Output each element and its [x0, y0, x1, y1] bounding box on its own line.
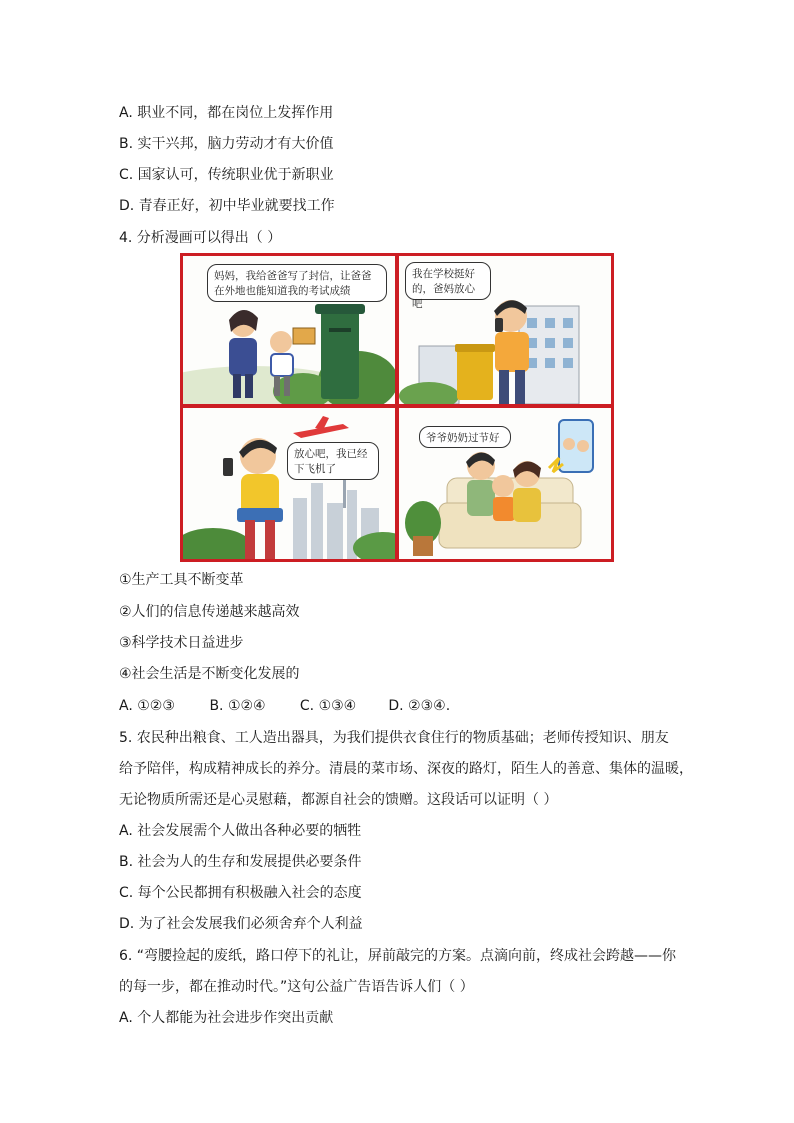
q4-choices	[119, 696, 450, 716]
q3-option-c: C. 国家认可，传统职业优于新职业	[119, 167, 334, 183]
q3-option-b: B. 实干兴邦，脑力劳动才有大价值	[119, 136, 334, 152]
comic-panel-3-bubble: 放心吧，我已经下飞机了	[287, 442, 379, 480]
q4-item-3: ③科学技术日益进步	[119, 635, 244, 651]
q4-item-4: ④社会生活是不断变化发展的	[119, 666, 300, 682]
q5-option-d: D. 为了社会发展我们必须舍弃个人利益	[119, 916, 363, 932]
q5-stem-line-3: 无论物质所需还是心灵慰藉，都源自社会的馈赠。这段话可以证明（ ）	[119, 792, 558, 808]
q5-option-c: C. 每个公民都拥有积极融入社会的态度	[119, 885, 362, 901]
q6-stem-line-2: 的每一步，都在推动时代。”这句公益广告语告诉人们（ ）	[119, 979, 474, 995]
q4-item-2: ②人们的信息传递越来越高效	[119, 604, 300, 620]
q4-choice-d: D. ②③④.	[388, 698, 451, 714]
q4-choice-b: B. ①②④	[209, 698, 266, 714]
q6-option-a: A. 个人都能为社会进步作突出贡献	[119, 1010, 334, 1026]
q4-choice-c: C. ①③④	[299, 698, 357, 714]
q4-choice-a: A. ①②③	[119, 698, 175, 714]
comic-panel-1	[183, 256, 395, 404]
q3-option-d: D. 青春正好，初中毕业就要找工作	[119, 198, 335, 214]
comic-panel-3-art	[183, 408, 395, 559]
q5-option-a: A. 社会发展需个人做出各种必要的牺牲	[119, 823, 362, 839]
comic-panel-4	[399, 408, 611, 559]
q6-stem-line-1: 6. “弯腰捡起的废纸，路口停下的礼让，屏前敲完的方案。点滴向前，终成社会跨越——你	[119, 948, 677, 964]
q3-option-a: A. 职业不同，都在岗位上发挥作用	[119, 105, 334, 121]
q5-option-b: B. 社会为人的生存和发展提供必要条件	[119, 854, 362, 870]
comic-panel-4-bubble: 爷爷奶奶过节好	[419, 426, 511, 448]
comic-panel-2	[399, 256, 611, 404]
comic-image	[180, 253, 614, 562]
comic-panel-1-bubble: 妈妈，我给爸爸写了封信，让爸爸在外地也能知道我的考试成绩	[207, 264, 387, 302]
q5-stem-line-2: 给予陪伴，构成精神成长的养分。清晨的菜市场、深夜的路灯，陌生人的善意、集体的温暖，	[119, 761, 693, 777]
q5-stem-line-1: 5. 农民种出粮食、工人造出器具，为我们提供衣食住行的物质基础；老师传授知识、朋友	[119, 730, 669, 746]
comic-panel-3	[183, 408, 395, 559]
q4-item-1: ①生产工具不断变革	[119, 572, 244, 588]
comic-panel-2-bubble: 我在学校挺好的，爸妈放心吧	[405, 262, 491, 300]
q4-stem: 4. 分析漫画可以得出（ ）	[119, 230, 282, 246]
